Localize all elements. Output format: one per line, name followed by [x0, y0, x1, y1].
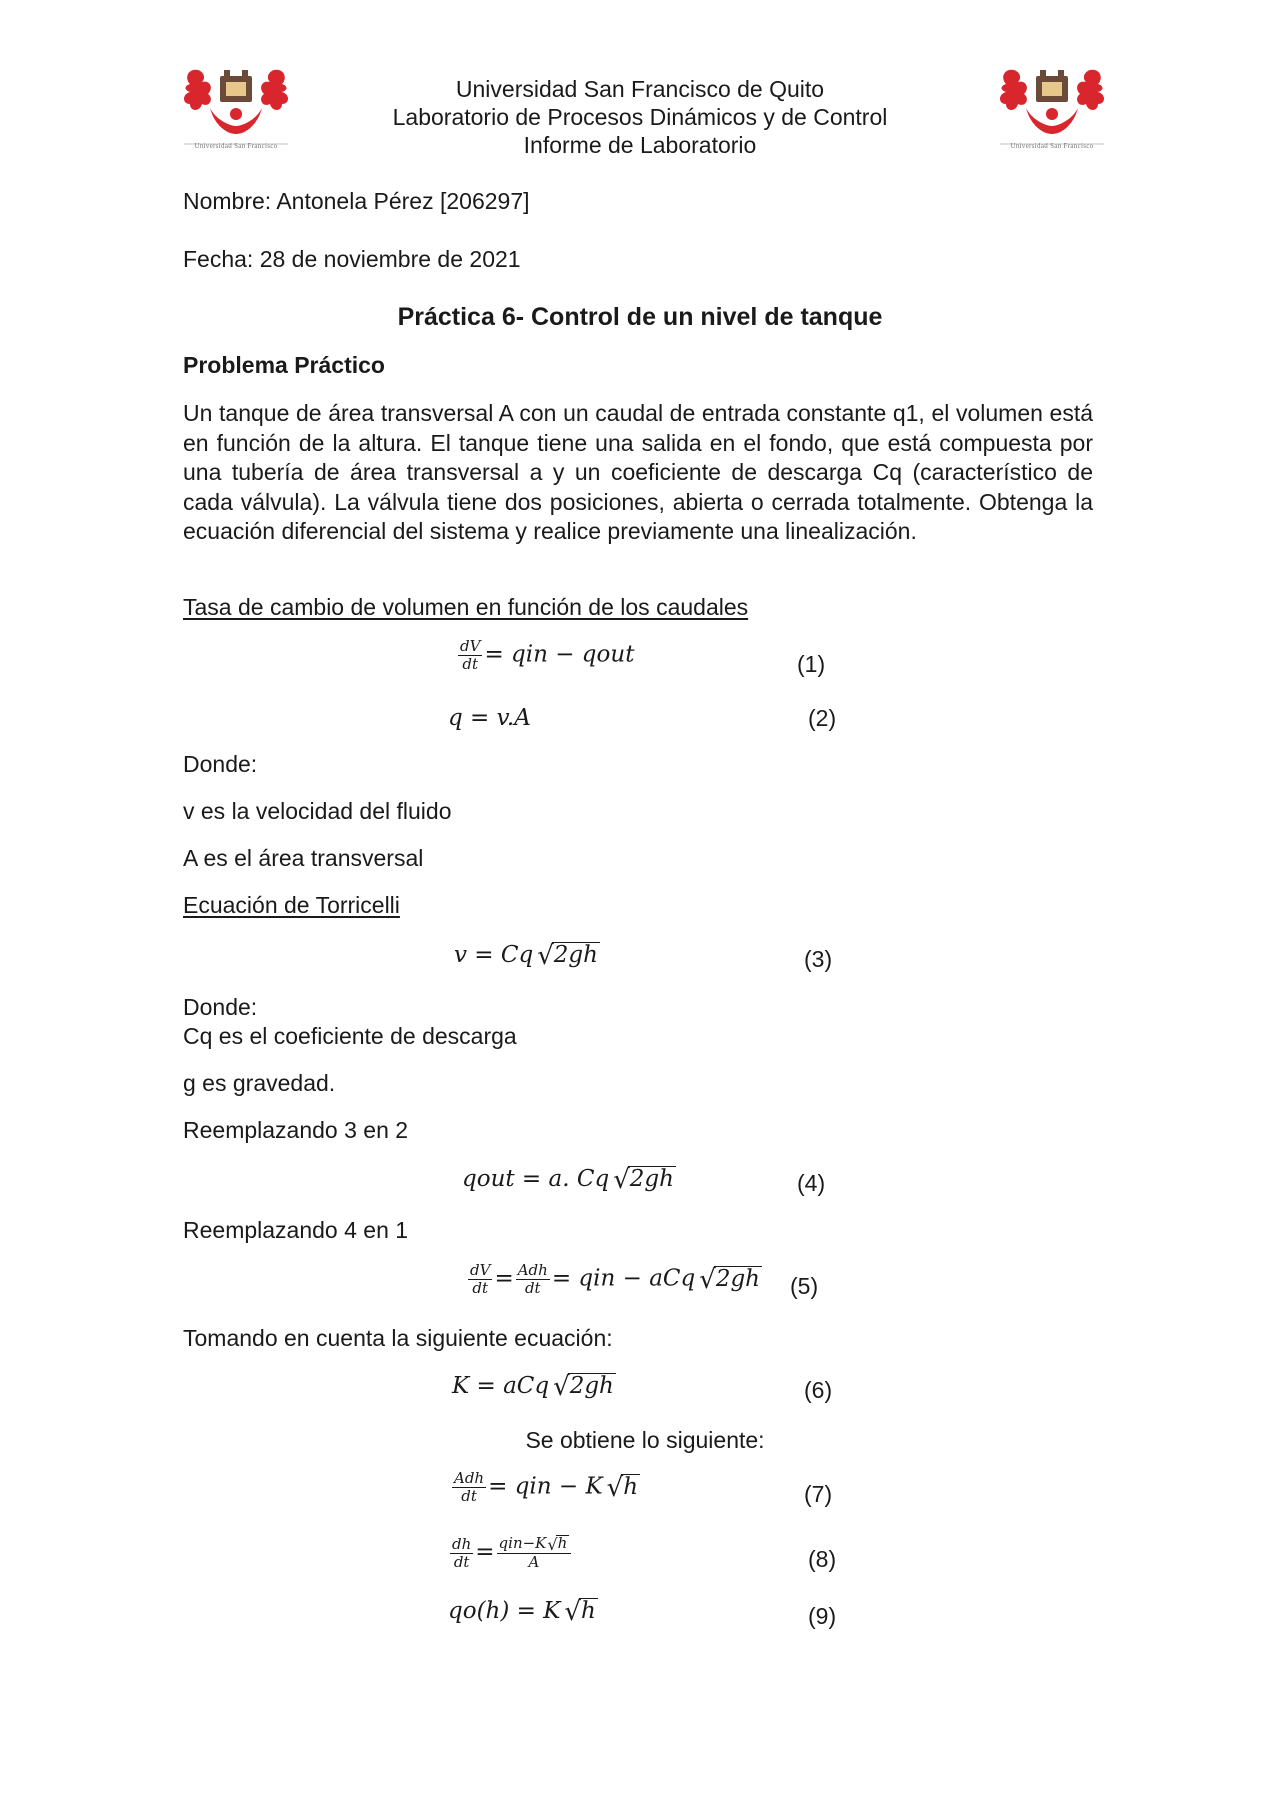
equation-5-number: (5) [790, 1273, 819, 1299]
equation-9-number: (9) [808, 1603, 837, 1629]
report-date: Fecha: 28 de noviembre de 2021 [183, 246, 521, 272]
gravity-definition: g es gravedad. [183, 1070, 336, 1096]
equation-4: qout = a. Cq √2gh [462, 1165, 674, 1195]
eq1-frac-den: dt [462, 655, 479, 673]
eq7-frac-den: dt [461, 1487, 477, 1505]
eq8-frac-num: dh [452, 1534, 472, 1553]
eq7-mid: = qin − K [488, 1473, 603, 1500]
eq9-lhs: qo(h) = K [448, 1598, 561, 1624]
taking-equation-text: Tomando en cuenta la siguiente ecuación: [183, 1325, 613, 1351]
subhead-torricelli: Ecuación de Torricelli [183, 892, 400, 918]
eq3-radicand: 2gh [553, 942, 598, 968]
student-name: Nombre: Antonela Pérez [206297] [183, 188, 530, 214]
eq4-radicand: 2gh [629, 1166, 674, 1192]
donde-label-2: Donde: [183, 994, 258, 1020]
eq6-lhs: K = aCq [452, 1373, 550, 1399]
eq4-lhs: qout = a. Cq [462, 1166, 610, 1192]
header-report: Informe de Laboratorio [523, 132, 757, 158]
eq8-num-radicand: h [557, 1534, 568, 1552]
equation-5: $\frac{dV}{dt}$ = $\frac{\text{Adh}}{dt}$ = qin − aCq √2gh [470, 1261, 760, 1297]
eq5-frac2-den: dt [524, 1279, 541, 1297]
eq7-radicand: h [623, 1473, 639, 1500]
logo-caption: Universidad San Francisco [194, 142, 278, 150]
eq3-lhs: v = Cq [454, 942, 534, 968]
intro-paragraph: Un tanque de área transversal A con un caudal de entrada constante q1, el volumen está en función de la altura. El tanque tiene una salida en el fondo, que está compuesta por una tubería de área transversal a y un coeficiente de descarga Cq (característico de cada válvula). La válvula tiene dos posiciones, abierta o cerrada totalmente. Obtenga la ecuación diferencial del sistema y realice previamente una linealización. [183, 400, 1093, 544]
equation-2: q = v.A [448, 705, 531, 731]
eq5-frac1-num: dV [470, 1261, 491, 1279]
eq5-radicand: 2gh [715, 1265, 760, 1292]
eq8-num-a: qin−K [498, 1534, 547, 1552]
eq5-frac1-den: dt [472, 1279, 489, 1297]
equation-3-number: (3) [804, 946, 833, 972]
equation-8: $\frac{dh}{dt}$ = $\frac{\text{qin−K√h}}{A}$ [448, 1535, 573, 1571]
equation-4-number: (4) [797, 1170, 826, 1196]
section-title: Problema Práctico [183, 352, 385, 378]
obtains-text: Se obtiene lo siguiente: [525, 1427, 765, 1453]
velocity-definition: v es la velocidad del fluido [183, 798, 452, 824]
header-lab: Laboratorio de Procesos Dinámicos y de Control [392, 104, 888, 130]
eq9-radicand: h [580, 1598, 596, 1624]
page-title: Práctica 6- Control de un nivel de tanque [397, 303, 883, 331]
eq1-rhs: = qin − qout [484, 641, 635, 668]
header-university: Universidad San Francisco de Quito [455, 76, 825, 102]
replace-4-in-1: Reemplazando 4 en 1 [183, 1217, 409, 1243]
equation-1 [456, 638, 634, 673]
cq-definition: Cq es el coeficiente de descarga [183, 1023, 517, 1049]
eq8-frac-den: dt [453, 1552, 470, 1571]
eq5-frac2-num: Adh [517, 1261, 548, 1279]
equation-9: qo(h) = K √h [448, 1597, 596, 1627]
university-logo-right [996, 64, 1108, 154]
equation-7-number: (7) [804, 1481, 833, 1507]
subhead-volume-rate: Tasa de cambio de volumen en función de los caudales [183, 594, 749, 620]
equation-6: K = aCq √2gh [452, 1372, 614, 1402]
equation-7: $\frac{\text{Adh}}{dt}$ = qin − K √h [454, 1469, 639, 1505]
equation-2-number: (2) [808, 705, 837, 731]
equation-6-number: (6) [804, 1377, 833, 1403]
university-logo-left [180, 64, 292, 154]
area-definition: A es el área transversal [183, 845, 424, 871]
eq5-mid: = qin − aCq [551, 1265, 696, 1292]
equation-3: v = Cq √2gh [454, 941, 598, 971]
eq1-frac-num: dV [460, 637, 481, 655]
equation-1-number: (1) [797, 651, 826, 677]
equation-8-number: (8) [808, 1546, 837, 1572]
eq7-frac-num: Adh [454, 1469, 485, 1487]
replace-3-in-2: Reemplazando 3 en 2 [183, 1117, 409, 1143]
eq8-frac-den2: A [528, 1553, 540, 1571]
donde-label-1: Donde: [183, 751, 258, 777]
logo-caption: Universidad San Francisco [1010, 142, 1094, 150]
eq6-radicand: 2gh [569, 1373, 614, 1399]
